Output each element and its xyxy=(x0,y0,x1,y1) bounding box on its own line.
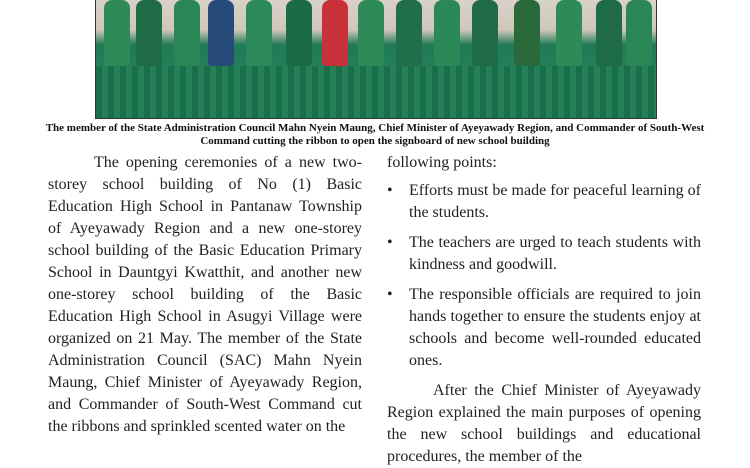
green-carpet xyxy=(96,66,656,118)
person-figure xyxy=(626,0,652,66)
person-figure xyxy=(174,0,200,66)
person-figure xyxy=(208,0,234,66)
list-intro: following points: xyxy=(387,154,497,171)
left-column xyxy=(48,152,362,438)
list-item-text: Efforts must be made for peaceful learning of the students. xyxy=(409,182,701,221)
article-paragraph: After the Chief Minister of Ayeyawady Region explained the main purposes of opening the new school buildings and educational procedures, the member of the xyxy=(387,382,701,465)
person-figure xyxy=(358,0,384,66)
article-paragraph: The opening ceremonies of a new two-storey school building of No (1) Basic Education High School in Pantanaw Township of Ayeyawady Region and a new one-storey school building of the Basic Education Primary School in Dauntgyi Kwatthit, and another new one-storey school building of the Basic Education High School in Asugyi Village were organized on 21 May. The member of the State Administration Council (SAC) Mahn Nyein Maung, Chief Minister of Ayeyawady Region, and Commander of South-West Command cut the ribbons and sprinkled scented water on the xyxy=(48,154,362,435)
person-figure xyxy=(472,0,498,66)
list-item-text: The responsible officials are required to join hands together to ensure the students enjoy at schools and become well-rounded educated ones. xyxy=(409,286,701,369)
right-column xyxy=(387,152,701,468)
person-figure xyxy=(286,0,312,66)
list-item xyxy=(387,284,701,372)
list-item-text: The teachers are urged to teach students with kindness and goodwill. xyxy=(409,234,701,273)
person-figure xyxy=(136,0,162,66)
points-list xyxy=(387,180,701,372)
news-photo xyxy=(95,0,657,119)
photo-caption: The member of the State Administration Council Mahn Nyein Maung, Chief Minister of Ayeyawady Region, and Commander of South-West Command cutting the ribbon to open the signboard of new school building xyxy=(45,122,705,147)
person-figure xyxy=(104,0,130,66)
person-figure xyxy=(596,0,622,66)
bullet-icon: • xyxy=(387,286,393,303)
bullet-icon: • xyxy=(387,234,393,251)
person-figure xyxy=(322,0,348,66)
bullet-icon: • xyxy=(387,182,393,199)
person-figure xyxy=(246,0,272,66)
person-figure xyxy=(556,0,582,66)
person-figure xyxy=(434,0,460,66)
list-item xyxy=(387,232,701,276)
person-figure xyxy=(514,0,540,66)
person-figure xyxy=(396,0,422,66)
list-item xyxy=(387,180,701,224)
